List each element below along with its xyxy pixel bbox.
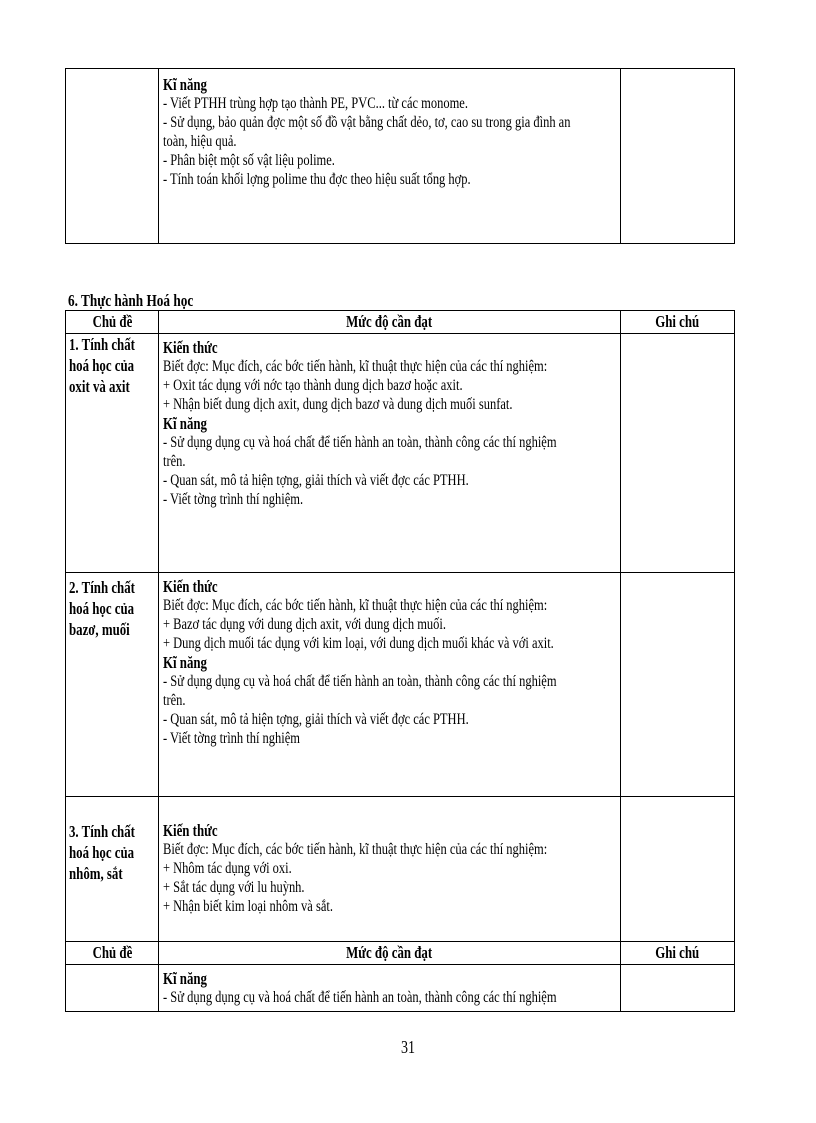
skills-heading: Kĩ năng bbox=[163, 75, 207, 94]
topic-line: 3. Tính chất bbox=[69, 822, 135, 841]
content-line: Biết đợc: Mục đích, các bớc tiến hành, kĩ thuật thực hiện của các thí nghiệm: bbox=[163, 358, 548, 375]
topic-line: nhôm, sắt bbox=[69, 864, 123, 883]
table-row bbox=[66, 334, 735, 573]
content-line: - Tính toán khối lợng polime thu đợc theo hiệu suất tổng hợp. bbox=[163, 171, 471, 188]
knowledge-heading: Kiến thức bbox=[163, 577, 218, 596]
topic-line: 2. Tính chất bbox=[69, 578, 135, 597]
content-line: - Phân biệt một số vật liệu polime. bbox=[163, 152, 335, 169]
header-requirement: Mức độ cần đạt bbox=[159, 942, 621, 965]
content-line: + Nhận biết dung dịch axit, dung dịch bazơ và dung dịch muối sunfat. bbox=[163, 396, 513, 413]
table-header-row-repeat bbox=[66, 942, 735, 965]
table-row bbox=[66, 69, 735, 244]
content-line: - Quan sát, mô tả hiện tợng, giải thích và viết đợc các PTHH. bbox=[163, 711, 469, 728]
section-title: 6. Thực hành Hoá học bbox=[68, 291, 194, 310]
content-line: + Oxit tác dụng với nớc tạo thành dung dịch bazơ hoặc axit. bbox=[163, 377, 463, 394]
content-line: trên. bbox=[163, 692, 186, 709]
header-topic: Chủ đề bbox=[66, 311, 159, 334]
header-notes: Ghi chú bbox=[621, 942, 735, 965]
skills-heading: Kĩ năng bbox=[163, 969, 207, 988]
topic-line: 1. Tính chất bbox=[69, 335, 135, 354]
content-line: - Sử dụng dụng cụ và hoá chất để tiến hành an toàn, thành công các thí nghiệm bbox=[163, 434, 557, 451]
skills-heading: Kĩ năng bbox=[163, 414, 207, 433]
content-line: - Quan sát, mô tả hiện tợng, giải thích và viết đợc các PTHH. bbox=[163, 472, 469, 489]
page-number: 31 bbox=[400, 1037, 416, 1057]
topic-cell bbox=[66, 573, 159, 797]
content-cell bbox=[159, 965, 621, 1012]
content-line: + Nhôm tác dụng với oxi. bbox=[163, 860, 292, 877]
content-cell bbox=[159, 797, 621, 942]
practice-table bbox=[65, 310, 735, 1012]
topic-line: hoá học của bbox=[69, 843, 135, 862]
table-row bbox=[66, 573, 735, 797]
content-line: trên. bbox=[163, 453, 186, 470]
notes-cell bbox=[621, 573, 735, 797]
content-line: - Sử dụng dụng cụ và hoá chất để tiến hành an toàn, thành công các thí nghiệm bbox=[163, 673, 557, 690]
topic-cell bbox=[66, 797, 159, 942]
header-topic: Chủ đề bbox=[66, 942, 159, 965]
knowledge-heading: Kiến thức bbox=[163, 338, 218, 357]
content-cell bbox=[159, 69, 621, 244]
content-line: - Viết tờng trình thí nghiệm bbox=[163, 730, 300, 747]
topic-cell bbox=[66, 965, 159, 1012]
topic-line: oxit và axit bbox=[69, 377, 130, 396]
table-row bbox=[66, 965, 735, 1012]
table-row bbox=[66, 797, 735, 942]
header-notes: Ghi chú bbox=[621, 311, 735, 334]
notes-cell bbox=[621, 965, 735, 1012]
content-cell bbox=[159, 573, 621, 797]
content-line: - Sử dụng dụng cụ và hoá chất để tiến hành an toàn, thành công các thí nghiệm bbox=[163, 989, 557, 1006]
content-line: + Sắt tác dụng với lu huỳnh. bbox=[163, 879, 305, 896]
topic-line: hoá học của bbox=[69, 356, 135, 375]
notes-cell bbox=[621, 797, 735, 942]
content-line: Biết đợc: Mục đích, các bớc tiến hành, kĩ thuật thực hiện của các thí nghiệm: bbox=[163, 597, 548, 614]
notes-cell bbox=[621, 334, 735, 573]
topic-cell bbox=[66, 69, 159, 244]
content-line: - Sử dụng, bảo quản đợc một số đồ vật bằng chất dẻo, tơ, cao su trong gia đình an bbox=[163, 114, 571, 131]
skills-heading: Kĩ năng bbox=[163, 653, 207, 672]
top-table bbox=[65, 68, 735, 244]
header-requirement: Mức độ cần đạt bbox=[159, 311, 621, 334]
content-line: - Viết tờng trình thí nghiệm. bbox=[163, 491, 304, 508]
content-line: toàn, hiệu quả. bbox=[163, 133, 237, 150]
knowledge-heading: Kiến thức bbox=[163, 821, 218, 840]
content-line: - Viết PTHH trùng hợp tạo thành PE, PVC... từ các monome. bbox=[163, 95, 468, 112]
table-header-row bbox=[66, 311, 735, 334]
content-line: + Nhận biết kim loại nhôm và sắt. bbox=[163, 898, 333, 915]
notes-cell bbox=[621, 69, 735, 244]
topic-line: bazơ, muối bbox=[69, 620, 130, 639]
content-line: + Bazơ tác dụng với dung dịch axit, với dung dịch muối. bbox=[163, 616, 446, 633]
topic-line: hoá học của bbox=[69, 599, 135, 618]
content-cell bbox=[159, 334, 621, 573]
topic-cell bbox=[66, 334, 159, 573]
content-line: + Dung dịch muối tác dụng với kim loại, với dung dịch muối khác và với axit. bbox=[163, 635, 554, 652]
content-line: Biết đợc: Mục đích, các bớc tiến hành, kĩ thuật thực hiện của các thí nghiệm: bbox=[163, 841, 548, 858]
